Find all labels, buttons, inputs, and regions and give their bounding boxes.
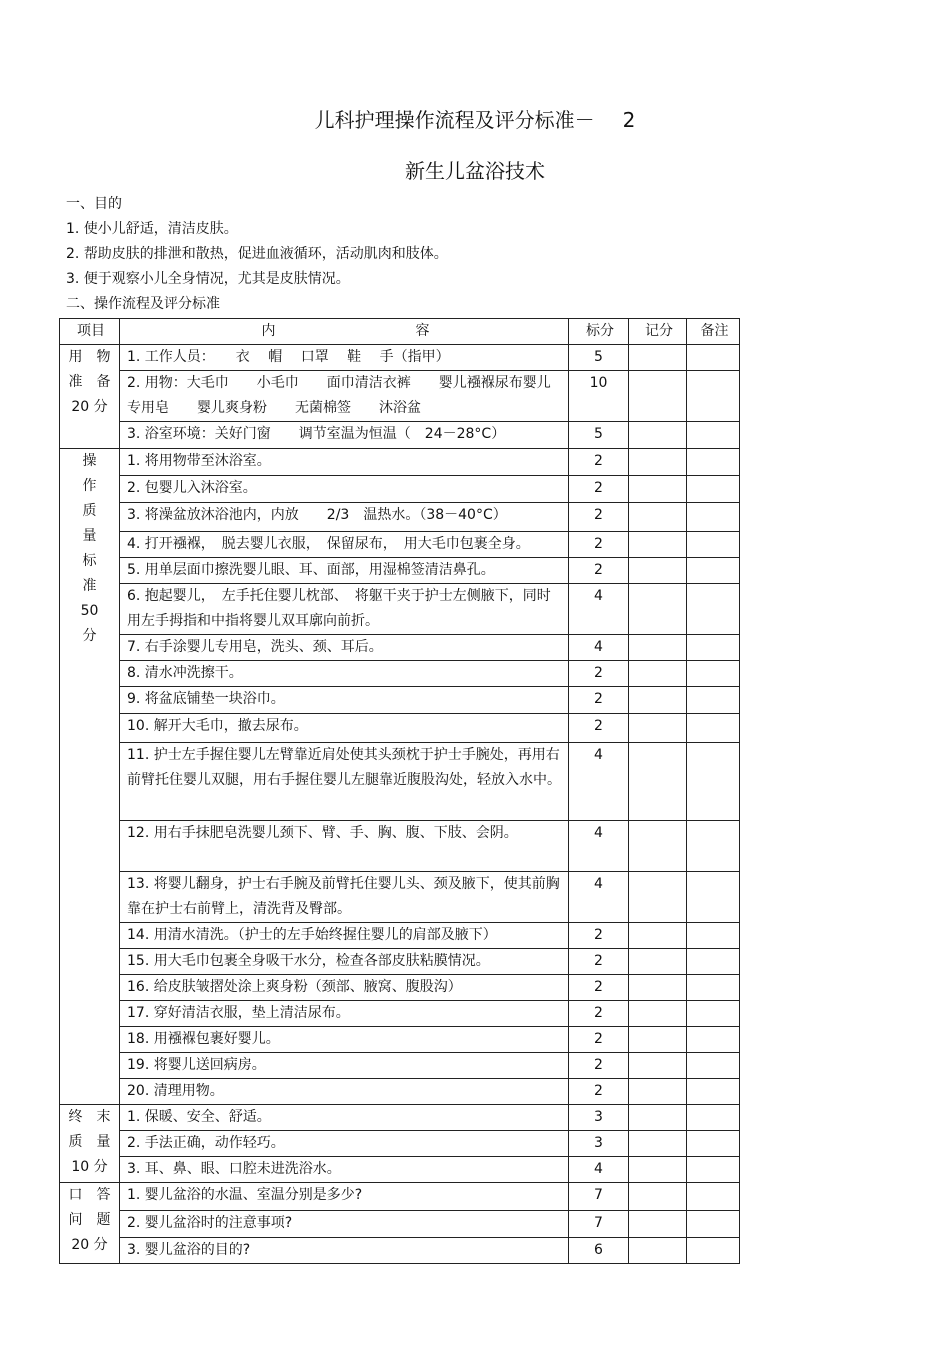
remarks-cell[interactable]: [687, 821, 740, 872]
record-cell[interactable]: [629, 1238, 687, 1264]
table-row: [60, 449, 740, 476]
table-row: [60, 345, 740, 371]
remarks-cell[interactable]: [687, 1238, 740, 1264]
points-cell: 3: [569, 1105, 629, 1131]
remarks-cell[interactable]: [687, 872, 740, 923]
table-row: [60, 1157, 740, 1183]
record-cell[interactable]: [629, 503, 687, 532]
content-cell: 20. 清理用物。: [120, 1079, 569, 1105]
header-content-part: 容: [415, 323, 430, 339]
remarks-cell[interactable]: [687, 635, 740, 661]
category-cell: [60, 1105, 120, 1183]
content-cell: 3. 将澡盆放沐浴池内，内放 2/3 温热水。（38－40°C）: [120, 503, 569, 532]
points-cell: 2: [569, 1053, 629, 1079]
points-cell: 2: [569, 975, 629, 1001]
record-cell[interactable]: [629, 558, 687, 584]
record-cell[interactable]: [629, 476, 687, 503]
document-subtitle: 新生儿盆浴技术: [405, 159, 545, 183]
record-cell[interactable]: [629, 821, 687, 872]
remarks-cell[interactable]: [687, 345, 740, 371]
category-line: 10 分: [71, 1159, 108, 1175]
header-item: 项目: [60, 319, 120, 345]
points-cell: 3: [569, 1131, 629, 1157]
content-cell: 1. 婴儿盆浴的水温、室温分别是多少?: [120, 1183, 569, 1211]
category-cell: [60, 345, 120, 449]
record-cell[interactable]: [629, 345, 687, 371]
header-points: 标分: [569, 319, 629, 345]
remarks-cell[interactable]: [687, 1001, 740, 1027]
remarks-cell[interactable]: [687, 532, 740, 558]
table-row: [60, 584, 740, 635]
content-cell: 4. 打开襁褓， 脱去婴儿衣服， 保留尿布， 用大毛巾包裹全身。: [120, 532, 569, 558]
table-row: [60, 687, 740, 714]
content-cell: 14. 用清水清洗。（护士的左手始终握住婴儿的肩部及腋下）: [120, 923, 569, 949]
remarks-cell[interactable]: [687, 1211, 740, 1238]
remarks-cell[interactable]: [687, 949, 740, 975]
record-cell[interactable]: [629, 532, 687, 558]
points-cell: 7: [569, 1183, 629, 1211]
record-cell[interactable]: [629, 975, 687, 1001]
remarks-cell[interactable]: [687, 1157, 740, 1183]
table-row: [60, 1053, 740, 1079]
points-cell: 4: [569, 584, 629, 635]
points-cell: 4: [569, 872, 629, 923]
content-cell: 1. 工作人员： 衣 帽 口罩 鞋 手（指甲）: [120, 345, 569, 371]
content-cell: 8. 清水冲洗擦干。: [120, 661, 569, 687]
content-cell: 16. 给皮肤皱摺处涂上爽身粉（颈部、腋窝、腹股沟）: [120, 975, 569, 1001]
table-row: [60, 714, 740, 743]
category-cell: [60, 449, 120, 1105]
category-line: 20 分: [71, 399, 108, 415]
content-cell: 5. 用单层面巾擦洗婴儿眼、耳、面部，用湿棉签清洁鼻孔。: [120, 558, 569, 584]
category-line: 作: [82, 478, 97, 494]
table-header-row: [60, 319, 740, 345]
content-cell: 11. 护士左手握住婴儿左臂靠近肩处使其头颈枕于护士手腕处，再用右前臂托住婴儿双腿，用右手握住婴儿左腿靠近腹股沟处，轻放入水中。: [120, 743, 569, 821]
remarks-cell[interactable]: [687, 923, 740, 949]
content-cell: 2. 婴儿盆浴时的注意事项?: [120, 1211, 569, 1238]
points-cell: 2: [569, 476, 629, 503]
procedure-heading: 二、操作流程及评分标准: [66, 296, 220, 312]
content-cell: 7. 右手涂婴儿专用皂，洗头、颈、耳后。: [120, 635, 569, 661]
record-cell[interactable]: [629, 584, 687, 635]
content-cell: 2. 包婴儿入沐浴室。: [120, 476, 569, 503]
points-cell: 4: [569, 743, 629, 821]
content-cell: 3. 浴室环境：关好门窗 调节室温为恒温（ 24－28°C）: [120, 422, 569, 449]
points-cell: 2: [569, 687, 629, 714]
content-cell: 6. 抱起婴儿， 左手托住婴儿枕部、 将躯干夹于护士左侧腋下，同时用左手拇指和中指将婴儿双耳廓向前折。: [120, 584, 569, 635]
category-line: 20 分: [71, 1237, 108, 1253]
content-cell: 9. 将盆底铺垫一块浴巾。: [120, 687, 569, 714]
points-cell: 2: [569, 661, 629, 687]
points-cell: 2: [569, 503, 629, 532]
remarks-cell[interactable]: [687, 1105, 740, 1131]
table-row: [60, 1105, 740, 1131]
points-cell: 4: [569, 635, 629, 661]
points-cell: 2: [569, 558, 629, 584]
category-line: 口 答: [68, 1187, 111, 1203]
record-cell[interactable]: [629, 1001, 687, 1027]
points-cell: 2: [569, 449, 629, 476]
table-row: [60, 743, 740, 821]
record-cell[interactable]: [629, 1105, 687, 1131]
remarks-cell[interactable]: [687, 975, 740, 1001]
record-cell[interactable]: [629, 714, 687, 743]
category-line: 问 题: [68, 1212, 111, 1228]
points-cell: 2: [569, 532, 629, 558]
category-line: 准: [82, 578, 97, 594]
record-cell[interactable]: [629, 1079, 687, 1105]
table-row: [60, 422, 740, 449]
table-row: [60, 371, 740, 422]
table-row: [60, 975, 740, 1001]
content-cell: 15. 用大毛巾包裹全身吸干水分，检查各部皮肤粘膜情况。: [120, 949, 569, 975]
remarks-cell[interactable]: [687, 687, 740, 714]
remarks-cell[interactable]: [687, 584, 740, 635]
table-row: [60, 1001, 740, 1027]
record-cell[interactable]: [629, 949, 687, 975]
points-cell: 4: [569, 821, 629, 872]
remarks-cell[interactable]: [687, 503, 740, 532]
purpose-heading: 一、目的: [66, 196, 122, 212]
table-row: [60, 821, 740, 872]
header-content-part: 内: [261, 323, 276, 339]
content-cell: 2. 用物：大毛巾 小毛巾 面巾清洁衣裤 婴儿襁褓尿布婴儿专用皂 婴儿爽身粉 无菌棉签 沐浴盆: [120, 371, 569, 422]
category-line: 50: [80, 603, 99, 619]
category-line: 质: [82, 503, 97, 519]
record-cell[interactable]: [629, 1131, 687, 1157]
table-row: [60, 949, 740, 975]
content-cell: 1. 将用物带至沐浴室。: [120, 449, 569, 476]
table-row: [60, 558, 740, 584]
document-title-text: 儿科护理操作流程及评分标准－: [314, 108, 595, 132]
points-cell: 2: [569, 949, 629, 975]
table-row: [60, 1183, 740, 1211]
table-row: [60, 635, 740, 661]
purpose-item: 2. 帮助皮肤的排泄和散热，促进血液循环，活动肌肉和肢体。: [66, 246, 448, 262]
record-cell[interactable]: [629, 923, 687, 949]
points-cell: 4: [569, 1157, 629, 1183]
content-cell: 18. 用襁褓包裹好婴儿。: [120, 1027, 569, 1053]
record-cell[interactable]: [629, 1211, 687, 1238]
header-remarks: 备注: [687, 319, 740, 345]
header-record: 记分: [629, 319, 687, 345]
remarks-cell[interactable]: [687, 476, 740, 503]
category-line: 标: [82, 553, 97, 569]
points-cell: 2: [569, 923, 629, 949]
table-row: [60, 1079, 740, 1105]
points-cell: 2: [569, 714, 629, 743]
category-line: 操: [82, 453, 97, 469]
category-line: 分: [82, 628, 97, 644]
points-cell: 6: [569, 1238, 629, 1264]
category-line: 质 量: [68, 1134, 111, 1150]
remarks-cell[interactable]: [687, 558, 740, 584]
header-content: [120, 319, 569, 345]
content-cell: 12. 用右手抹肥皂洗婴儿颈下、臂、手、胸、腹、下肢、会阴。: [120, 821, 569, 872]
record-cell[interactable]: [629, 422, 687, 449]
table-row: [60, 1211, 740, 1238]
purpose-item: 1. 使小儿舒适，清洁皮肤。: [66, 221, 238, 237]
table-row: [60, 1131, 740, 1157]
points-cell: 2: [569, 1079, 629, 1105]
category-line: 用 物: [68, 349, 111, 365]
record-cell[interactable]: [629, 1053, 687, 1079]
record-cell[interactable]: [629, 872, 687, 923]
remarks-cell[interactable]: [687, 1183, 740, 1211]
table-row: [60, 532, 740, 558]
content-cell: 2. 手法正确，动作轻巧。: [120, 1131, 569, 1157]
remarks-cell[interactable]: [687, 1079, 740, 1105]
category-cell: [60, 1183, 120, 1264]
scoring-table: [59, 318, 740, 1264]
purpose-item: 3. 便于观察小儿全身情况，尤其是皮肤情况。: [66, 271, 350, 287]
points-cell: 10: [569, 371, 629, 422]
record-cell[interactable]: [629, 743, 687, 821]
record-cell[interactable]: [629, 1157, 687, 1183]
points-cell: 2: [569, 1001, 629, 1027]
content-cell: 3. 婴儿盆浴的目的?: [120, 1238, 569, 1264]
content-cell: 19. 将婴儿送回病房。: [120, 1053, 569, 1079]
points-cell: 5: [569, 422, 629, 449]
record-cell[interactable]: [629, 371, 687, 422]
table-row: [60, 661, 740, 687]
category-line: 准 备: [68, 374, 111, 390]
content-cell: 17. 穿好清洁衣服，垫上清洁尿布。: [120, 1001, 569, 1027]
remarks-cell[interactable]: [687, 1027, 740, 1053]
remarks-cell[interactable]: [687, 661, 740, 687]
record-cell[interactable]: [629, 1027, 687, 1053]
document-title-number: 2: [622, 108, 636, 132]
points-cell: 7: [569, 1211, 629, 1238]
table-row: [60, 503, 740, 532]
content-cell: 13. 将婴儿翻身，护士右手腕及前臂托住婴儿头、颈及腋下，使其前胸靠在护士右前臂上，清洗背及臀部。: [120, 872, 569, 923]
table-row: [60, 1027, 740, 1053]
table-row: [60, 923, 740, 949]
record-cell[interactable]: [629, 449, 687, 476]
content-cell: 3. 耳、鼻、眼、口腔未进洗浴水。: [120, 1157, 569, 1183]
remarks-cell[interactable]: [687, 449, 740, 476]
points-cell: 5: [569, 345, 629, 371]
record-cell[interactable]: [629, 635, 687, 661]
remarks-cell[interactable]: [687, 1053, 740, 1079]
table-row: [60, 476, 740, 503]
table-row: [60, 1238, 740, 1264]
category-line: 终 末: [68, 1109, 111, 1125]
table-row: [60, 872, 740, 923]
remarks-cell[interactable]: [687, 743, 740, 821]
points-cell: 2: [569, 1027, 629, 1053]
remarks-cell[interactable]: [687, 714, 740, 743]
record-cell[interactable]: [629, 687, 687, 714]
category-line: 量: [82, 528, 97, 544]
remarks-cell[interactable]: [687, 1131, 740, 1157]
content-cell: 10. 解开大毛巾，撤去尿布。: [120, 714, 569, 743]
remarks-cell[interactable]: [687, 422, 740, 449]
document-title: [0, 104, 950, 133]
record-cell[interactable]: [629, 1183, 687, 1211]
remarks-cell[interactable]: [687, 371, 740, 422]
record-cell[interactable]: [629, 661, 687, 687]
content-cell: 1. 保暖、安全、舒适。: [120, 1105, 569, 1131]
